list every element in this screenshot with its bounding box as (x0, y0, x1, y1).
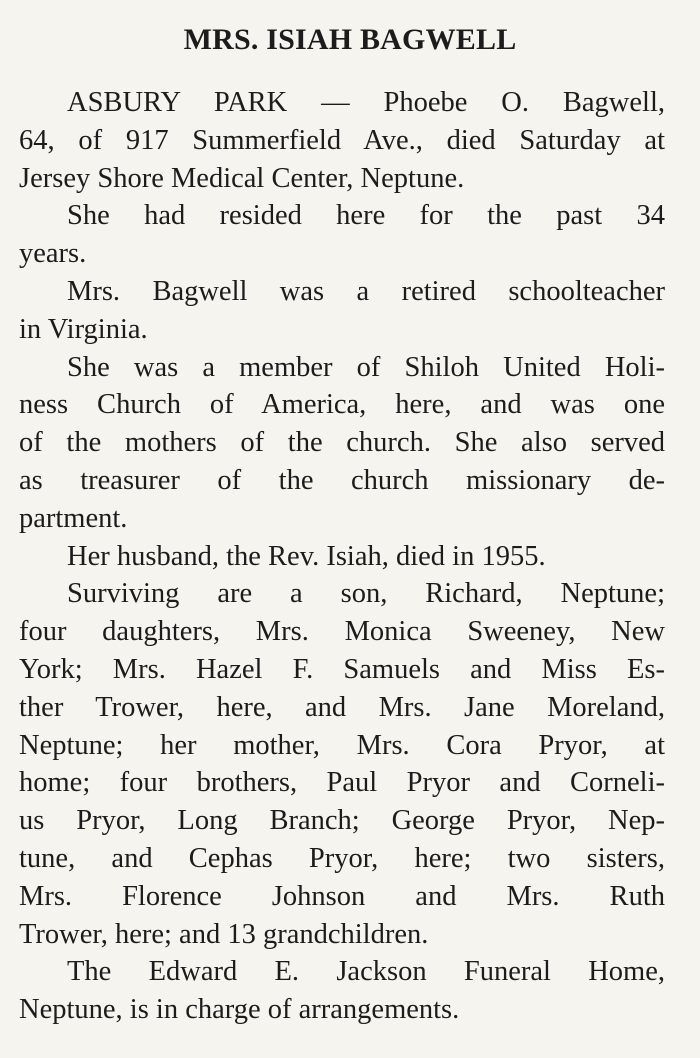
obituary-text-line: She was a member of Shiloh United Holi- (67, 351, 665, 383)
obituary-text-line: ther Trower, here, and Mrs. Jane Moreland, (19, 691, 665, 723)
obituary-text-line: Neptune, is in charge of arrangements. (19, 994, 460, 1026)
obituary-text-line: as treasurer of the church missionary de- (19, 464, 665, 496)
obituary-text-line: She had resided here for the past 34 (67, 200, 665, 232)
obituary-text-line: Mrs. Bagwell was a retired schoolteacher (67, 275, 665, 307)
obituary-text-line: ASBURY PARK — Phoebe O. Bagwell, (67, 87, 665, 118)
obituary-text-line: ness Church of America, here, and was one (19, 389, 665, 421)
obituary-text-line: Trower, here; and 13 grandchildren. (19, 918, 429, 950)
obituary-text-line: 64, of 917 Summerfield Ave., died Saturday at (19, 124, 665, 156)
obituary-text-line: of the mothers of the church. She also served (19, 427, 665, 459)
obituary-text-line: The Edward E. Jackson Funeral Home, (67, 956, 665, 988)
obituary-text-line: four daughters, Mrs. Monica Sweeney, New (19, 616, 665, 648)
obituary-text-line: Mrs. Florence Johnson and Mrs. Ruth (19, 880, 665, 912)
obituary-text-line: tune, and Cephas Pryor, here; two sisters, (19, 842, 665, 874)
obituary-text-line: years. (19, 238, 87, 270)
obituary-headline: MRS. ISIAH BAGWELL (183, 23, 517, 56)
obituary-text-line: partment. (19, 502, 128, 534)
obituary-text-line: Jersey Shore Medical Center, Neptune. (19, 162, 465, 194)
obituary-text-line: Her husband, the Rev. Isiah, died in 1955. (67, 540, 546, 572)
obituary-text-line: York; Mrs. Hazel F. Samuels and Miss Es- (19, 653, 665, 685)
obituary-text-line: home; four brothers, Paul Pryor and Corneli- (19, 767, 665, 799)
obituary-text-line: us Pryor, Long Branch; George Pryor, Nep- (19, 805, 665, 837)
obituary-text-line: in Virginia. (19, 313, 148, 345)
obituary-text-line: Surviving are a son, Richard, Neptune; (67, 578, 665, 610)
obituary-body (19, 84, 665, 1029)
obituary-text-line: Neptune; her mother, Mrs. Cora Pryor, at (19, 729, 665, 761)
